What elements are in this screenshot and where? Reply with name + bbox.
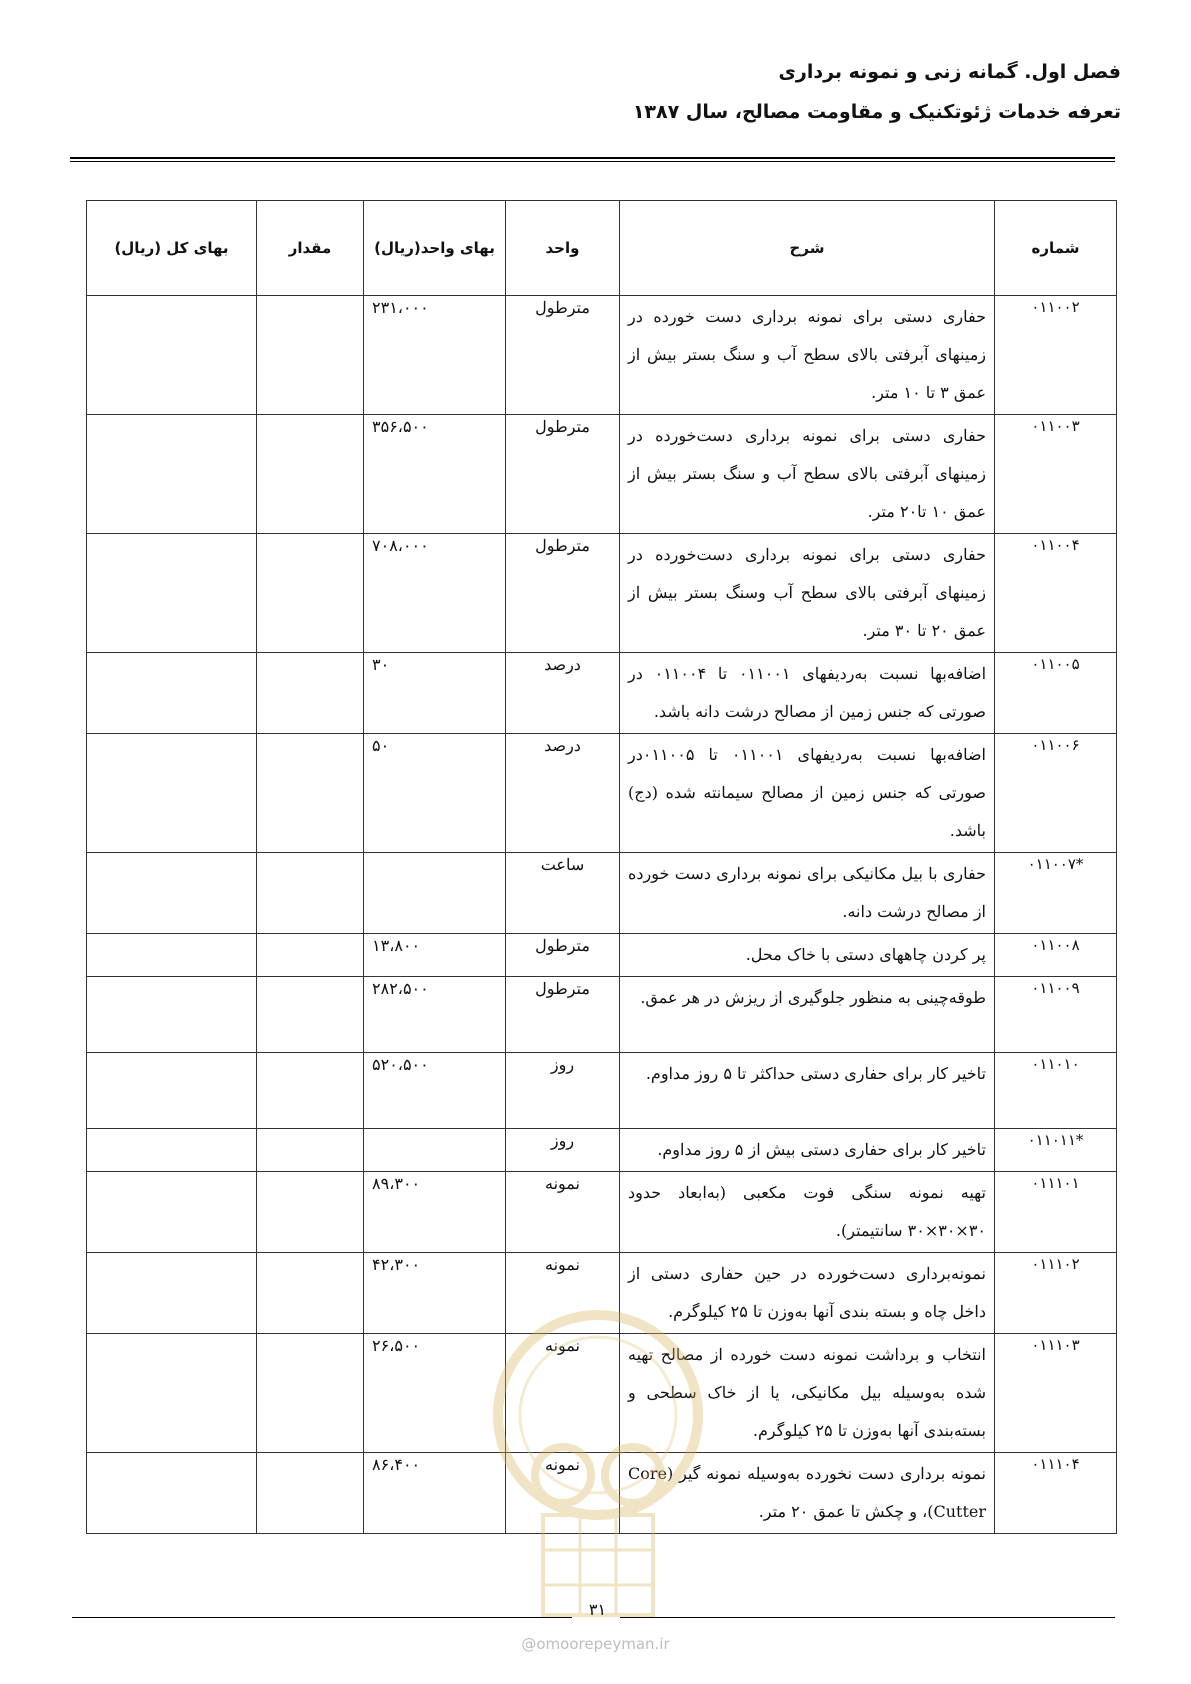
- page-header: [633, 60, 1121, 124]
- table-row: [87, 734, 1117, 853]
- row-description: نمونه برداری دست نخورده به‌وسیله نمونه گیر (Core Cutter)، و چکش تا عمق ۲۰ متر.: [620, 1453, 995, 1534]
- row-code: ۰۱۱۰۰۸: [995, 934, 1117, 977]
- row-description: طوقه‌چینی به منظور جلوگیری از ریزش در هر عمق.: [620, 977, 995, 1053]
- row-description: حفاری دستی برای نمونه برداری دست خورده در زمینهای آبرفتی بالای سطح آب و سنگ بستر بیش از عمق ۳ تا ۱۰ متر.: [620, 296, 995, 415]
- row-unit: ساعت: [506, 853, 620, 934]
- row-description: نمونه‌برداری دست‌خورده در حین حفاری دستی از داخل چاه و بسته بندی آنها به‌وزن تا ۲۵ کیلوگرم.: [620, 1253, 995, 1334]
- row-total[interactable]: [87, 1129, 257, 1172]
- row-total[interactable]: [87, 1253, 257, 1334]
- row-unit: درصد: [506, 734, 620, 853]
- row-unit: نمونه: [506, 1253, 620, 1334]
- row-unit-price: [364, 1129, 506, 1172]
- row-quantity[interactable]: [257, 1172, 364, 1253]
- row-unit-price: ۲۸۲،۵۰۰: [364, 977, 506, 1053]
- row-total[interactable]: [87, 734, 257, 853]
- row-unit: مترطول: [506, 296, 620, 415]
- table-row: [87, 1129, 1117, 1172]
- page-number: ۳۱: [588, 1600, 607, 1619]
- row-unit: روز: [506, 1053, 620, 1129]
- document-title: تعرفه خدمات ژئوتکنیک و مقاومت مصالح، سال ۱۳۸۷: [632, 101, 1121, 123]
- row-total[interactable]: [87, 1453, 257, 1534]
- row-code: ۰۱۱۰۰۶: [995, 734, 1117, 853]
- row-quantity[interactable]: [257, 296, 364, 415]
- footer-rule-right: [620, 1617, 1115, 1618]
- publisher-seal-watermark: [483, 1300, 713, 1630]
- row-unit: مترطول: [506, 934, 620, 977]
- row-unit-price: ۲۶،۵۰۰: [364, 1334, 506, 1453]
- row-quantity[interactable]: [257, 934, 364, 977]
- row-unit: مترطول: [506, 415, 620, 534]
- table-row: [87, 1172, 1117, 1253]
- row-description: تهیه نمونه سنگی فوت مکعبی (به‌ابعاد حدود ۳۰×۳۰×۳۰ سانتیمتر).: [620, 1172, 995, 1253]
- footer-rule-left: [72, 1617, 572, 1618]
- row-code: ۰۱۱۱۰۲: [995, 1253, 1117, 1334]
- row-total[interactable]: [87, 415, 257, 534]
- row-unit: مترطول: [506, 534, 620, 653]
- row-unit-price: ۵۲۰،۵۰۰: [364, 1053, 506, 1129]
- row-description: حفاری با بیل مکانیکی برای نمونه برداری دست خورده از مصالح درشت دانه.: [620, 853, 995, 934]
- row-unit: مترطول: [506, 977, 620, 1053]
- row-quantity[interactable]: [257, 977, 364, 1053]
- row-code: ۰۱۱۱۰۳: [995, 1334, 1117, 1453]
- row-quantity[interactable]: [257, 1253, 364, 1334]
- row-code: ۰۱۱۰۰۳: [995, 415, 1117, 534]
- row-description: حفاری دستی برای نمونه برداری دست‌خورده در زمینهای آبرفتی بالای سطح آب و سنگ بستر بیش از عمق ۱۰ تا۲۰ متر.: [620, 415, 995, 534]
- row-quantity[interactable]: [257, 1053, 364, 1129]
- column-header-code: شماره: [995, 201, 1117, 296]
- row-description: اضافه‌بها نسبت به‌ردیفهای ۰۱۱۰۰۱ تا ۰۱۱۰۰۴ در صورتی که جنس زمین از مصالح درشت دانه باشد.: [620, 653, 995, 734]
- row-quantity[interactable]: [257, 734, 364, 853]
- column-header-quantity: مقدار: [257, 201, 364, 296]
- row-total[interactable]: [87, 934, 257, 977]
- table-row: [87, 296, 1117, 415]
- row-description: انتخاب و برداشت نمونه دست خورده از مصالح تهیه شده به‌وسیله بیل مکانیکی، یا از خاک سطحی و بسته‌بندی آنها به‌وزن تا ۲۵ کیلوگرم.: [620, 1334, 995, 1453]
- chapter-title: فصل اول. گمانه زنی و نمونه برداری: [778, 61, 1121, 83]
- row-total[interactable]: [87, 296, 257, 415]
- row-code: *۰۱۱۰۱۱: [995, 1129, 1117, 1172]
- table-row: [87, 1053, 1117, 1129]
- row-total[interactable]: [87, 1172, 257, 1253]
- row-total[interactable]: [87, 853, 257, 934]
- table-row: [87, 977, 1117, 1053]
- row-unit-price: ۵۰: [364, 734, 506, 853]
- row-unit: نمونه: [506, 1334, 620, 1453]
- row-unit-price: ۱۳،۸۰۰: [364, 934, 506, 977]
- row-description: پر کردن چاههای دستی با خاک محل.: [620, 934, 995, 977]
- row-quantity[interactable]: [257, 1129, 364, 1172]
- row-unit: درصد: [506, 653, 620, 734]
- row-unit-price: ۴۲،۳۰۰: [364, 1253, 506, 1334]
- row-code: ۰۱۱۰۰۹: [995, 977, 1117, 1053]
- column-header-unit-price: بهای واحد(ریال): [364, 201, 506, 296]
- row-unit: نمونه: [506, 1172, 620, 1253]
- table-header-row: [87, 201, 1117, 296]
- row-total[interactable]: [87, 653, 257, 734]
- row-total[interactable]: [87, 534, 257, 653]
- header-rule: [70, 157, 1115, 159]
- table-row: [87, 934, 1117, 977]
- row-description: تاخیر کار برای حفاری دستی حداکثر تا ۵ روز مداوم.: [620, 1053, 995, 1129]
- row-unit-price: ۸۶،۴۰۰: [364, 1453, 506, 1534]
- row-unit-price: ۳۰: [364, 653, 506, 734]
- row-quantity[interactable]: [257, 1453, 364, 1534]
- table-row: [87, 534, 1117, 653]
- site-watermark-text: @omoorepeyman.ir: [521, 1635, 670, 1653]
- row-total[interactable]: [87, 977, 257, 1053]
- row-code: ۰۱۱۱۰۴: [995, 1453, 1117, 1534]
- row-unit-price: ۸۹،۳۰۰: [364, 1172, 506, 1253]
- row-unit-price: ۷۰۸،۰۰۰: [364, 534, 506, 653]
- row-description: تاخیر کار برای حفاری دستی بیش از ۵ روز مداوم.: [620, 1129, 995, 1172]
- row-quantity[interactable]: [257, 853, 364, 934]
- row-unit-price: [364, 853, 506, 934]
- row-description: اضافه‌بها نسبت به‌ردیفهای ۰۱۱۰۰۱ تا ۰۱۱۰۰۵در صورتی که جنس زمین از مصالح سیمانته شده (دج) باشد.: [620, 734, 995, 853]
- table-row: [87, 415, 1117, 534]
- row-quantity[interactable]: [257, 653, 364, 734]
- column-header-unit: واحد: [506, 201, 620, 296]
- row-code: ۰۱۱۰۱۰: [995, 1053, 1117, 1129]
- row-unit-price: ۲۳۱،۰۰۰: [364, 296, 506, 415]
- column-header-description: شرح: [620, 201, 995, 296]
- row-total[interactable]: [87, 1334, 257, 1453]
- row-quantity[interactable]: [257, 534, 364, 653]
- header-rule-thin: [70, 161, 1115, 162]
- row-quantity[interactable]: [257, 415, 364, 534]
- row-description: حفاری دستی برای نمونه برداری دست‌خورده در زمینهای آبرفتی بالای سطح آب وسنگ بستر بیش از عمق ۲۰ تا ۳۰ متر.: [620, 534, 995, 653]
- row-code: ۰۱۱۰۰۴: [995, 534, 1117, 653]
- table-row: [87, 853, 1117, 934]
- row-code: ۰۱۱۰۰۲: [995, 296, 1117, 415]
- column-header-total: بهای کل (ریال): [87, 201, 257, 296]
- row-total[interactable]: [87, 1053, 257, 1129]
- row-unit-price: ۳۵۶،۵۰۰: [364, 415, 506, 534]
- row-quantity[interactable]: [257, 1334, 364, 1453]
- row-code: *۰۱۱۰۰۷: [995, 853, 1117, 934]
- row-code: ۰۱۱۱۰۱: [995, 1172, 1117, 1253]
- row-unit: روز: [506, 1129, 620, 1172]
- row-unit: نمونه: [506, 1453, 620, 1534]
- row-code: ۰۱۱۰۰۵: [995, 653, 1117, 734]
- table-row: [87, 653, 1117, 734]
